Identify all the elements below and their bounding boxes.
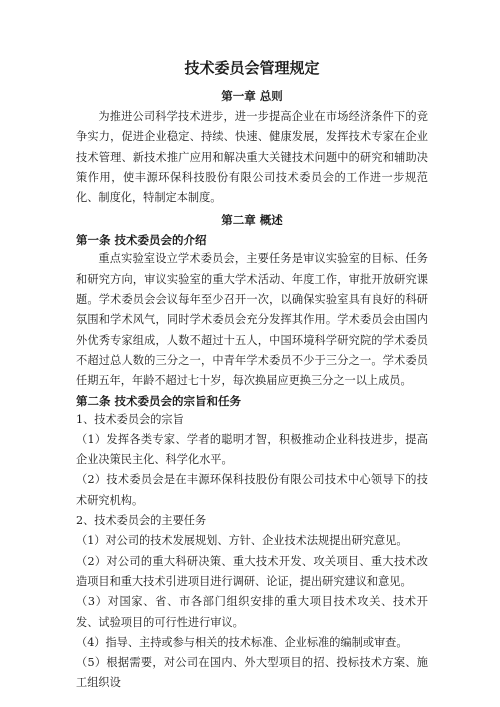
task-item: （1）对公司的技术发展规划、方针、企业技术法规提出研究意见。 (76, 534, 408, 548)
task-item: （5）根据需要，对公司在国内、外大型项目的招、投标技术方案、施工组织设 (76, 656, 428, 690)
task-item: （2）对公司的重大科研决策、重大技术开发、攻关项目、重大技术改造项目和重大技术引进项目进行调研、论证，提出研究建议和意见。 (76, 554, 428, 588)
article-1-paragraph: 重点实验室设立学术委员会，主要任务是审议实验室的目标、任务和研究方向，审议实验室的重大学术活动、年度工作，审批开放研究课题。学术委员会会议每年至少召开一次，以确保实验室具有良好的科研氛围和学术风气，同时学术委员会充分发挥其作用。学术委员会由国内外优秀专家组成，人数不超过十五人，中国环境科学研究院的学术委员不超过总人数的三分之一，中青年学术委员不少于三分之一。学术委员任期五年，年龄不超过七十岁，每次换届应更换三分之一以上成员。 (76, 252, 428, 388)
task-item: （3）对国家、省、市各部门组织安排的重大项目技术攻关、技术开发、试验项目的可行性进行审议。 (76, 595, 428, 629)
chapter-2-heading: 第二章 概述 (221, 213, 283, 228)
purpose-subheading: 1、技术委员会的宗旨 (76, 412, 184, 426)
document-title: 技术委员会管理规定 (184, 59, 320, 77)
tasks-subheading: 2、技术委员会的主要任务 (76, 514, 207, 528)
purpose-item: （2）技术委员会是在丰源环保科技股份有限公司技术中心领导下的技术研究机构。 (76, 473, 428, 507)
article-1-heading: 第一条 技术委员会的介绍 (76, 233, 207, 248)
chapter-1-paragraph: 为推进公司科学技术进步，进一步提高企业在市场经济条件下的竞争实力，促进企业稳定、持续、快速、健康发展，发挥技术专家在企业技术管理、新技术推广应用和解决重大关键技术问题中的研究和辅助决策作用，使丰源环保科技股份有限公司技术委员会的工作进一步规范化、制度化，特制定本制度。 (76, 110, 428, 205)
chapter-1-heading: 第一章 总则 (221, 89, 283, 103)
purpose-item: （1）发挥各类专家、学者的聪明才智，积极推动企业科技进步，提高企业决策民主化、科学化水平。 (76, 432, 428, 467)
task-item: （4）指导、主持或参与相关的技术标准、企业标准的编制或审查。 (76, 635, 408, 649)
article-2-heading: 第二条 技术委员会的宗旨和任务 (76, 393, 242, 408)
